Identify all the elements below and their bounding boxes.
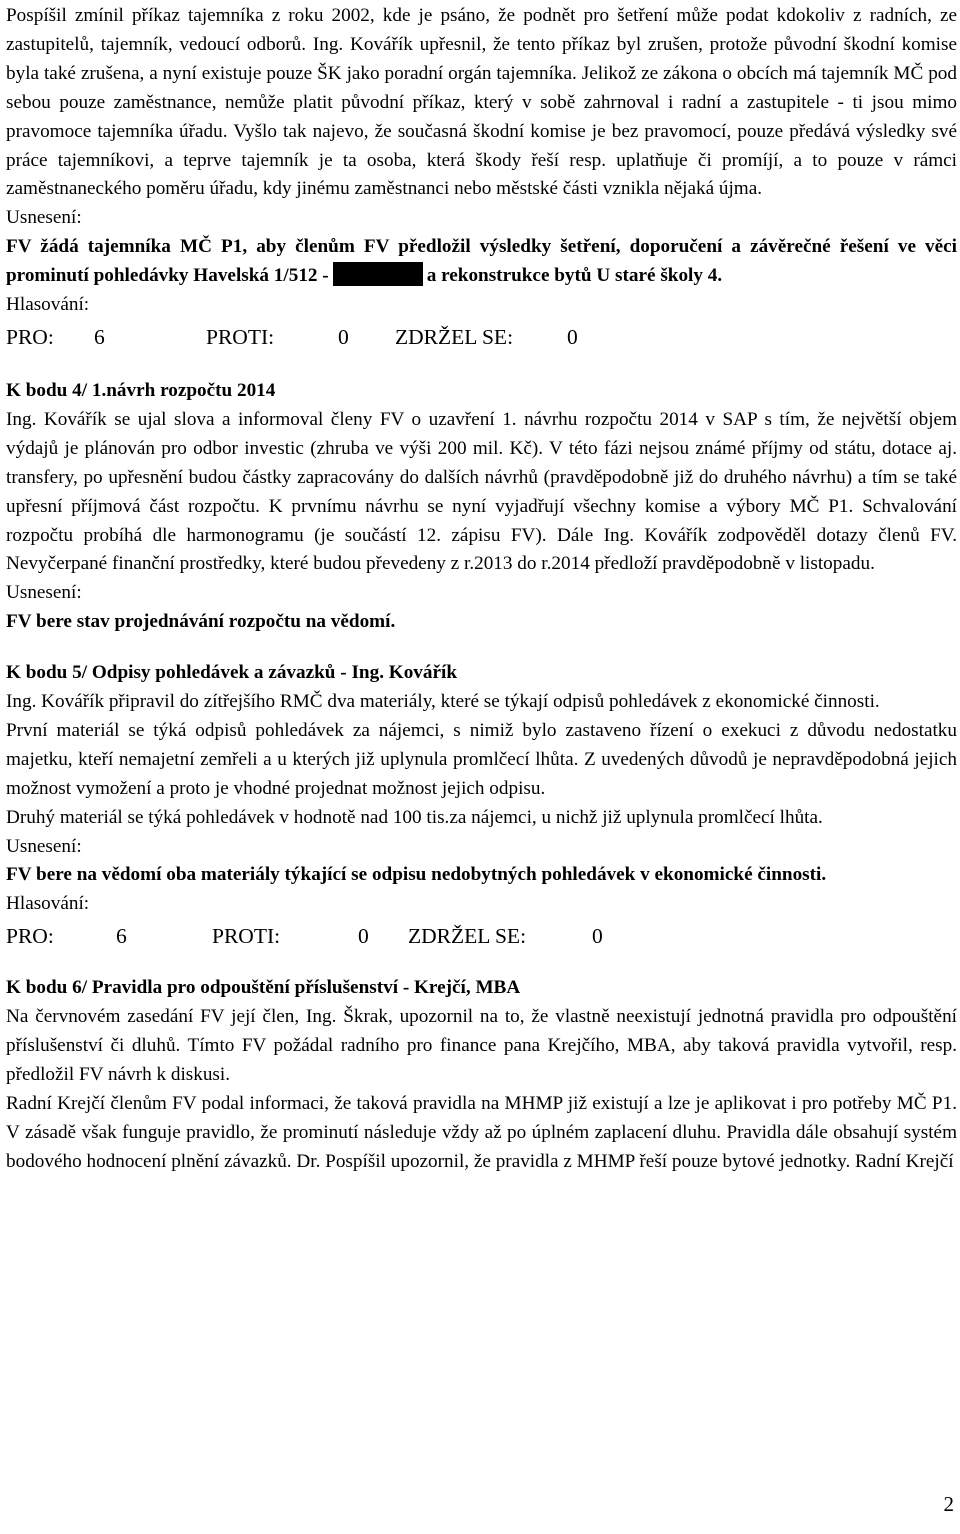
redaction-block	[333, 262, 423, 286]
page-number: 2	[943, 1492, 954, 1516]
vote-proti-label: PROTI:	[206, 324, 275, 349]
vote-proti-label: PROTI:	[212, 924, 281, 949]
vote-proti-value: 0	[338, 324, 349, 349]
vote-pro-value: 6	[94, 324, 105, 349]
intro-paragraph: Pospíšil zmínil příkaz tajemníka z roku 2002, kde je psáno, že podnět pro šetření může podat kdokoliv z radních, ze zastupitelů, tajemník, vedoucí odborů. Ing. Kovářík upřesnil, že tento příkaz byl zrušen, protože původní škodní komise byla také zrušena, a nyní existuje pouze ŠK jako poradní orgán tajemníka. Jelikož ze zákona o obcích má tajemník MČ pod sebou pouze zaměstnance, nemůže platit původní příkaz, který v sobě zahrnoval i radní a zastupitele - ti jsou mimo pravomoce tajemníka úřadu. Vyšlo tak najevo, že současná škodní komise je bez pravomocí, pouze předává výsledky své práce tajemníkovi, a teprve tajemník je ta osoba, která škody řeší resp. uplatňuje či promíjí, a to pouze v rámci zaměstnaneckého poměru úřadu, kdy jinému zaměstnanci nebo městské části vznikla nějaká újma.	[6, 5, 957, 200]
vote-pro-label: PRO:	[6, 324, 54, 349]
vote-zdrzel-label: ZDRŽEL SE:	[395, 324, 514, 349]
resolution-label: Usnesení:	[6, 582, 82, 604]
item-5-paragraph-3: Druhý materiál se týká pohledávek v hodnotě nad 100 tis.za nájemci, u nichž již uplynula promlčecí lhůta.	[6, 806, 823, 828]
item-4-body: Ing. Kovářík se ujal slova a informoval členy FV o uzavření 1. návrhu rozpočtu 2014 v SAP s tím, že největší objem výdajů je plánován pro odbor investic (zhruba ve výši 200 mil. Kč). V této fázi nejsou známé příjmy od státu, dotace aj. transfery, po upřesnění budou částky zapracovány do dalších návrhů (pravděpodobně již do druhého návrhu) a tím se také upřesní příjmová část rozpočtu. K prvnímu návrhu se nyní vyjadřují všechny komise a výbory MČ P1. Schvalování rozpočtu probíhá dle harmonogramu (je součástí 12. zápisu FV). Dále Ing. Kovářík zodpověděl dotazy členů FV. Nevyčerpané finanční prostředky, které budou převedeny z r.2013 do r.2014 předloží pravděpodobně v listopadu.	[6, 408, 957, 575]
item-4-resolution: FV bere stav projednávání rozpočtu na vědomí.	[6, 611, 396, 633]
item-5-paragraph-2: První materiál se týká odpisů pohledávek za nájemci, s nimiž bylo zastaveno řízení o exekuci z důvodu nedostatku majetku, kteří nemajetní zemřeli a u kterých již uplynula promlčecí lhůta. Z uvedených důvodů je nepravděpodobná jejich možnost vymožení a proto je vhodné projednat možnost jejich odpisu.	[6, 719, 957, 799]
document-page	[6, 2, 957, 1177]
resolution-label: Usnesení:	[6, 207, 82, 229]
resolution-text	[6, 233, 957, 291]
vote-proti-value: 0	[358, 924, 369, 949]
resolution-label: Usnesení:	[6, 835, 82, 857]
vote-pro-label: PRO:	[6, 924, 54, 949]
item-5-resolution: FV bere na vědomí oba materiály týkající se odpisu nedobytných pohledávek v ekonomické činnosti.	[6, 864, 827, 886]
resolution-text-part2: a rekonstrukce bytů U staré školy 4.	[426, 265, 723, 287]
vote-result	[6, 921, 957, 952]
item-5-paragraph-1: Ing. Kovářík připravil do zítřejšího RMČ dva materiály, které se týkají odpisů pohledávek z ekonomické činnosti.	[6, 691, 880, 713]
voting-label: Hlasování:	[6, 893, 90, 915]
vote-zdrzel-value: 0	[592, 924, 603, 949]
item-6-heading: K bodu 6/ Pravidla pro odpouštění příslušenství - Krejčí, MBA	[6, 977, 521, 999]
vote-result	[6, 322, 957, 353]
item-6-paragraph-1: Na červnovém zasedání FV její člen, Ing. Škrak, upozornil na to, že vlastně neexistují jednotná pravidla pro odpouštění příslušenství či dluhů. Tímto FV požádal radního pro finance pana Krejčího, MBA, aby taková pravidla vytvořil, resp. předložil FV návrh k diskusi.	[6, 1006, 957, 1085]
vote-zdrzel-value: 0	[567, 324, 578, 349]
resolution-text-part1: FV žádá tajemníka MČ P1, aby členům FV předložil výsledky šetření, doporučení a závěrečné řešení ve věci prominutí pohledávky Havelská 1/512 -	[6, 236, 957, 287]
item-5-heading: K bodu 5/ Odpisy pohledávek a závazků - Ing. Kovářík	[6, 662, 458, 684]
voting-label: Hlasování:	[6, 294, 90, 316]
item-6-paragraph-2: Radní Krejčí členům FV podal informaci, že taková pravidla na MHMP již existují a lze je aplikovat i pro potřeby MČ P1. V zásadě však funguje pravidlo, že prominutí následuje vždy až po úplném zaplacení dluhu. Pravidla dále obsahují systém bodového hodnocení plnění závazků. Dr. Pospíšil upozornil, že pravidla z MHMP řeší pouze bytové jednotky. Radní Krejčí	[6, 1092, 957, 1172]
vote-pro-value: 6	[116, 924, 127, 949]
vote-zdrzel-label: ZDRŽEL SE:	[408, 924, 527, 949]
item-4-heading: K bodu 4/ 1.návrh rozpočtu 2014	[6, 379, 276, 401]
